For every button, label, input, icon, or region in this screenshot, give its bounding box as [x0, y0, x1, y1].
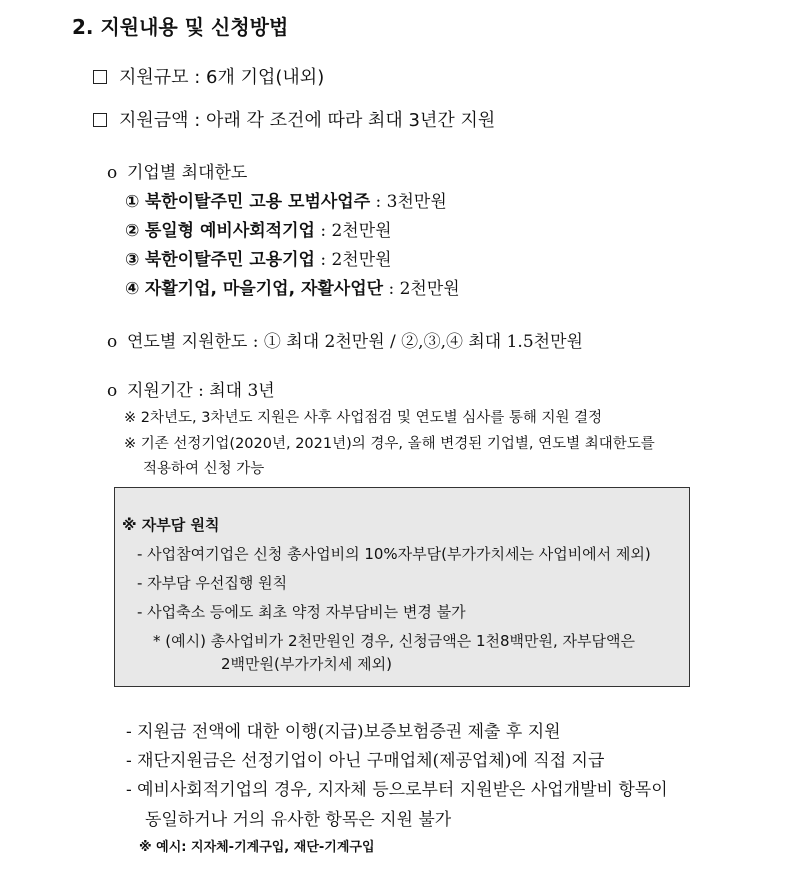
self-burden-item-2: - 자부담 우선집행 원칙	[137, 574, 288, 592]
limit-item-name: 북한이탈주민 고용기업	[144, 250, 315, 270]
self-burden-item-1: - 사업참여기업은 신청 총사업비의 10%자부담(부가가치세는 사업비에서 제외)	[137, 545, 651, 563]
self-burden-title: ※ 자부담 원칙	[122, 516, 220, 534]
section-title: 2. 지원내용 및 신청방법	[72, 15, 289, 39]
support-scale-item	[93, 63, 324, 89]
limit-item-value: : 3천만원	[370, 192, 447, 212]
limit-item-num: ④	[125, 279, 140, 299]
limit-by-company-heading	[107, 158, 247, 183]
limit-item-num: ③	[125, 250, 140, 270]
condition-1: - 지원금 전액에 대한 이행(지급)보증보험증권 제출 후 지원	[126, 722, 561, 742]
limit-by-company-title: 기업별 최대한도	[127, 163, 248, 183]
support-amount-item	[93, 106, 495, 132]
self-burden-item-3: - 사업축소 등에도 최초 약정 자부담비는 변경 불가	[137, 603, 466, 621]
bullet-o-icon: o	[107, 381, 118, 401]
bullet-o-icon: o	[107, 163, 118, 183]
limit-item-name: 통일형 예비사회적기업	[144, 221, 315, 241]
self-burden-example-line1: * (예시) 총사업비가 2천만원인 경우, 신청금액은 1천8백만원, 자부담액은	[153, 632, 635, 650]
self-burden-example-line2: 2백만원(부가가치세 제외)	[221, 655, 392, 673]
limit-item-1	[125, 187, 447, 212]
checkbox-square-icon	[93, 113, 107, 127]
period-heading	[107, 376, 275, 401]
support-scale-label: 지원규모 : 6개 기업(내외)	[119, 67, 325, 88]
limit-item-3	[125, 245, 392, 270]
period-note-1: ※ 2차년도, 3차년도 지원은 사후 사업점검 및 연도별 심사를 통해 지원 결정	[124, 410, 603, 426]
limit-item-4	[125, 274, 460, 299]
limit-item-2	[125, 216, 392, 241]
limit-item-value: : 2천만원	[314, 221, 392, 241]
support-amount-label: 지원금액 : 아래 각 조건에 따라 최대 3년간 지원	[119, 110, 496, 131]
limit-by-year	[107, 327, 583, 352]
example-note: ※ 예시: 지자체-기계구입, 재단-기계구입	[139, 840, 375, 855]
limit-item-name: 북한이탈주민 고용 모범사업주	[144, 192, 371, 212]
period-title: 지원기간 : 최대 3년	[127, 381, 275, 401]
limit-item-name: 자활기업, 마을기업, 자활사업단	[144, 279, 384, 299]
self-burden-panel	[114, 487, 690, 687]
checkbox-square-icon	[93, 70, 107, 84]
bullet-o-icon: o	[107, 332, 118, 352]
period-note-3: 적용하여 신청 가능	[143, 461, 265, 477]
condition-3: - 예비사회적기업의 경우, 지자체 등으로부터 지원받은 사업개발비 항목이	[126, 780, 668, 800]
limit-item-num: ②	[125, 221, 140, 241]
condition-2: - 재단지원금은 선정기업이 아닌 구매업체(제공업체)에 직접 지급	[126, 751, 605, 771]
condition-4: 동일하거나 거의 유사한 항목은 지원 불가	[145, 810, 452, 830]
limit-item-num: ①	[125, 192, 140, 212]
limit-item-value: : 2천만원	[383, 279, 460, 299]
limit-item-value: : 2천만원	[314, 250, 392, 270]
limit-by-year-text: 연도별 지원한도 : ① 최대 2천만원 / ②,③,④ 최대 1.5천만원	[127, 332, 583, 352]
period-note-2: ※ 기존 선정기업(2020년, 2021년)의 경우, 올해 변경된 기업별, 연도별 최대한도를	[124, 436, 655, 452]
